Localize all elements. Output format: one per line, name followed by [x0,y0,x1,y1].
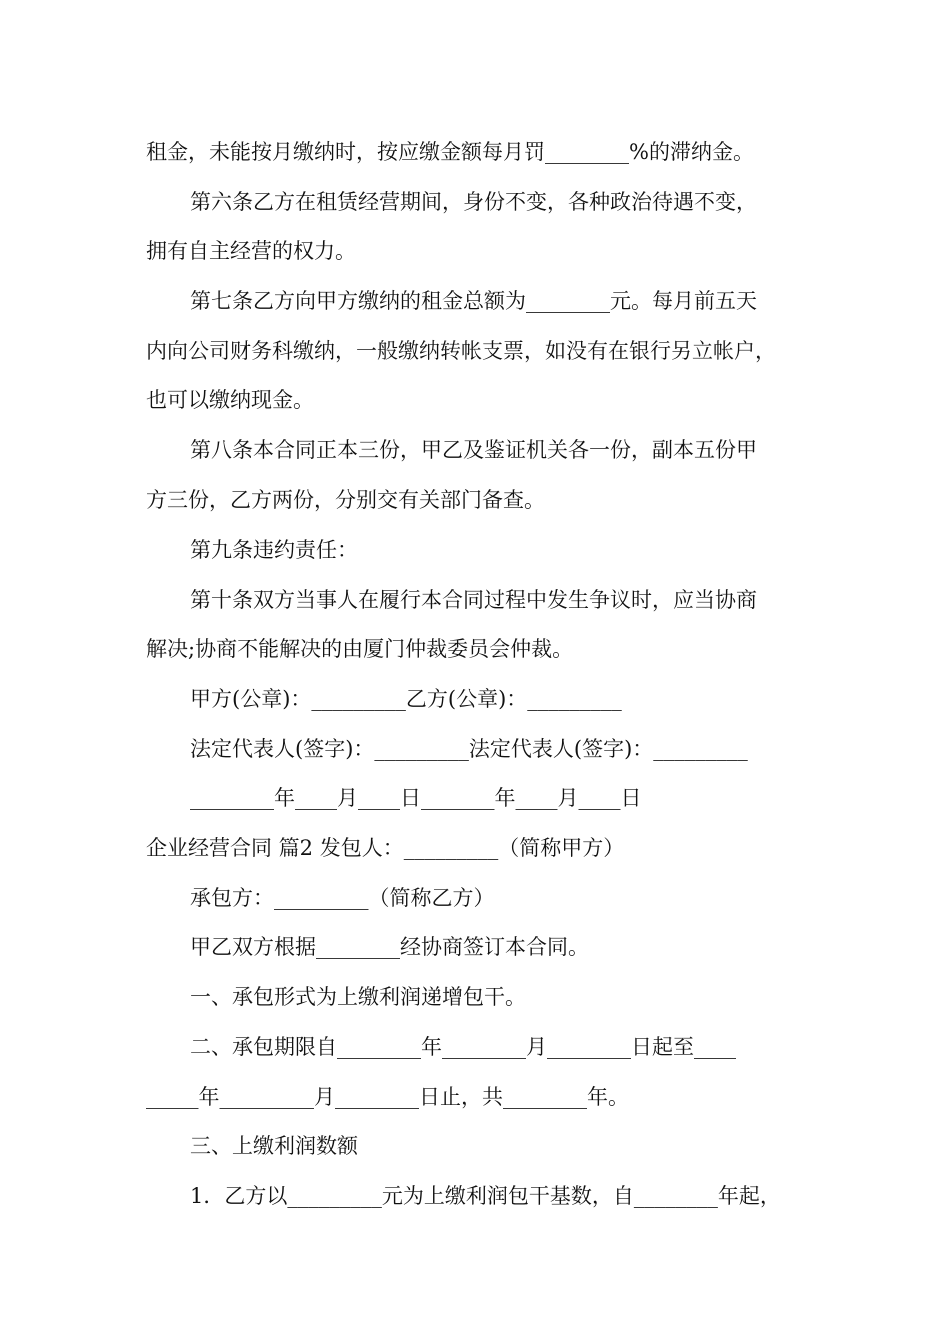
clause-2-line-1: 二、承包期限自________年________月________日起至____ [190,1035,736,1059]
article-7-line-2: 内向公司财务科缴纳，一般缴纳转帐支票，如没有在银行另立帐户， [146,339,776,363]
article-6-line-1: 第六条乙方在租赁经营期间，身份不变，各种政治待遇不变， [190,190,757,214]
article-8-line-1: 第八条本合同正本三份，甲乙及鉴证机关各一份，副本五份甲 [190,438,757,462]
section-heading-line: 企业经营合同 篇2 发包人：_________（简称甲方） [146,836,625,860]
signature-line: 法定代表人(签字)：_________法定代表人(签字)：_________ [190,737,748,761]
seal-line: 甲方(公章)：_________乙方(公章)：_________ [190,687,622,711]
basis-line: 甲乙双方根据________经协商签订本合同。 [190,935,589,959]
article-8-line-2: 方三份，乙方两份，分别交有关部门备查。 [146,488,545,512]
article-10-line-2: 解决;协商不能解决的由厦门仲裁委员会仲裁。 [146,637,574,661]
date-line: ________年____月____日_______年____月____日 [190,786,642,810]
clause-1-line: 一、承包形式为上缴利润递增包干。 [190,985,526,1009]
text-line: 租金，未能按月缴纳时，按应缴金额每月罚________%的滞纳金。 [146,140,754,164]
article-6-line-2: 拥有自主经营的权力。 [146,239,356,263]
clause-2-line-2: _____年_________月________日止，共________年。 [146,1085,629,1109]
clause-3-item-1: 1．乙方以_________元为上缴利润包干基数，自________年起， [190,1184,781,1208]
article-7-line-1: 第七条乙方向甲方缴纳的租金总额为________元。每月前五天 [190,289,757,313]
clause-3-heading: 三、上缴利润数额 [190,1134,358,1158]
article-10-line-1: 第十条双方当事人在履行本合同过程中发生争议时，应当协商 [190,588,757,612]
article-7-line-3: 也可以缴纳现金。 [146,388,314,412]
contractor-line: 承包方：_________（简称乙方） [190,886,495,910]
article-9-line: 第九条违约责任： [190,538,358,562]
